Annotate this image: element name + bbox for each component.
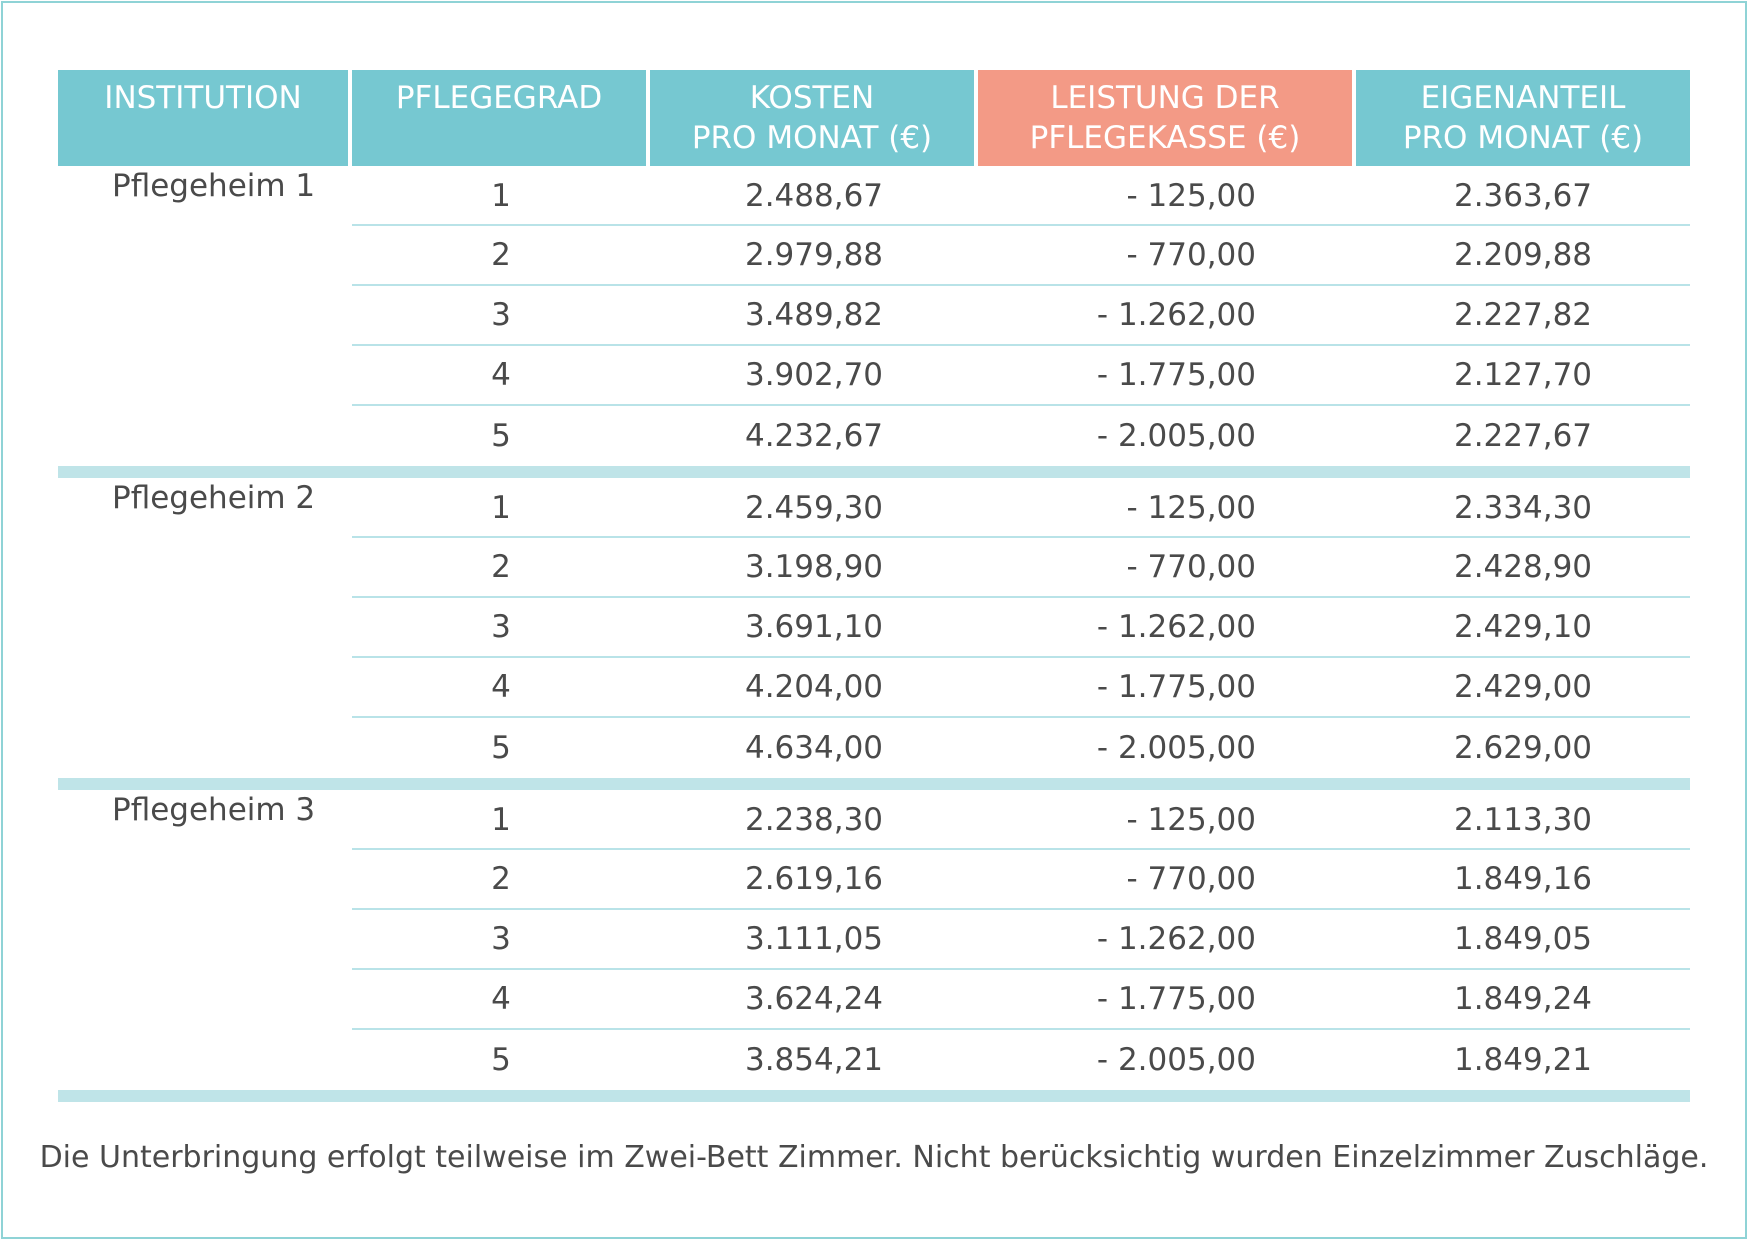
table-body — [58, 166, 1690, 1102]
header-pflegegrad: PFLEGEGRAD — [352, 70, 650, 166]
pflegegrad-cell: 4 — [352, 346, 650, 406]
eigenanteil-cell: 1.849,21 — [1453, 1042, 1593, 1078]
leistung-cell: - 125,00 — [978, 166, 1356, 226]
pflegegrad-cell: 5 — [491, 418, 511, 454]
pflegegrad-cell: 5 — [491, 730, 511, 766]
pflegegrad-cell: 1 — [352, 166, 650, 226]
table-row — [58, 790, 1690, 850]
leistung-cell: - 770,00 — [978, 850, 1356, 910]
leistung-cell: - 1.775,00 — [978, 658, 1356, 718]
pflegegrad-cell: 5 — [491, 1042, 511, 1078]
eigenanteil-cell: 2.334,30 — [1356, 478, 1690, 538]
kosten-cell: 2.238,30 — [650, 790, 978, 850]
kosten-cell: 4.232,67 — [744, 418, 884, 454]
leistung-cell: - 1.262,00 — [978, 286, 1356, 346]
eigenanteil-cell: 1.849,05 — [1356, 910, 1690, 970]
pflegegrad-cell: 3 — [352, 598, 650, 658]
pflegegrad-cell: 1 — [352, 790, 650, 850]
table-header — [58, 70, 1690, 166]
pflegegrad-cell: 3 — [352, 286, 650, 346]
kosten-cell: 3.691,10 — [650, 598, 978, 658]
eigenanteil-cell: 1.849,24 — [1356, 970, 1690, 1030]
kosten-cell: 3.624,24 — [650, 970, 978, 1030]
kosten-cell: 4.634,00 — [744, 730, 884, 766]
leistung-cell: - 125,00 — [978, 478, 1356, 538]
kosten-cell: 3.489,82 — [650, 286, 978, 346]
kosten-cell: 3.111,05 — [650, 910, 978, 970]
kosten-cell: 3.902,70 — [650, 346, 978, 406]
leistung-cell: - 1.262,00 — [978, 598, 1356, 658]
leistung-cell: - 1.775,00 — [978, 970, 1356, 1030]
pflegegrad-cell: 4 — [352, 970, 650, 1030]
eigenanteil-cell: 2.127,70 — [1356, 346, 1690, 406]
leistung-cell: - 1.262,00 — [978, 910, 1356, 970]
eigenanteil-cell: 2.629,00 — [1453, 730, 1593, 766]
leistung-cell: - 770,00 — [978, 538, 1356, 598]
pflegegrad-cell: 1 — [352, 478, 650, 538]
kosten-cell: 2.619,16 — [650, 850, 978, 910]
pflegegrad-cell: 2 — [352, 538, 650, 598]
leistung-cell: - 2.005,00 — [1096, 730, 1256, 766]
pflegegrad-cell: 3 — [352, 910, 650, 970]
institution-name: Pflegeheim 2 — [112, 480, 316, 516]
kosten-cell: 2.488,67 — [650, 166, 978, 226]
pflegegrad-cell: 4 — [352, 658, 650, 718]
group-separator-bar — [58, 778, 1690, 790]
eigenanteil-cell: 2.429,10 — [1356, 598, 1690, 658]
cost-table — [58, 70, 1690, 1102]
kosten-cell: 3.854,21 — [744, 1042, 884, 1078]
eigenanteil-cell: 2.227,82 — [1356, 286, 1690, 346]
eigenanteil-cell: 1.849,16 — [1356, 850, 1690, 910]
group-separator-bar — [58, 1090, 1690, 1102]
kosten-cell: 2.979,88 — [650, 226, 978, 286]
eigenanteil-cell: 2.428,90 — [1356, 538, 1690, 598]
group-separator — [58, 778, 1690, 790]
header-leistung: LEISTUNG DER PFLEGEKASSE (€) — [978, 70, 1356, 166]
eigenanteil-cell: 2.113,30 — [1356, 790, 1690, 850]
leistung-cell: - 770,00 — [978, 226, 1356, 286]
group-separator-bar — [58, 466, 1690, 478]
eigenanteil-cell: 2.429,00 — [1356, 658, 1690, 718]
eigenanteil-cell: 2.209,88 — [1356, 226, 1690, 286]
pflegegrad-cell: 2 — [352, 226, 650, 286]
table-row — [58, 166, 1690, 226]
institution-name: Pflegeheim 3 — [112, 792, 316, 828]
header-kosten: KOSTEN PRO MONAT (€) — [650, 70, 978, 166]
header-institution: INSTITUTION — [58, 70, 352, 166]
header-eigenanteil: EIGENANTEIL PRO MONAT (€) — [1356, 70, 1690, 166]
pflegegrad-cell: 2 — [352, 850, 650, 910]
footnote: Die Unterbringung erfolgt teilweise im Zwei-Bett Zimmer. Nicht berücksichtig wurden Einzelzimmer Zuschläge. — [39, 1140, 1709, 1175]
kosten-cell: 4.204,00 — [650, 658, 978, 718]
leistung-cell: - 2.005,00 — [1096, 1042, 1256, 1078]
group-separator — [58, 466, 1690, 478]
kosten-cell: 3.198,90 — [650, 538, 978, 598]
leistung-cell: - 1.775,00 — [978, 346, 1356, 406]
institution-name: Pflegeheim 1 — [112, 168, 316, 204]
kosten-cell: 2.459,30 — [650, 478, 978, 538]
eigenanteil-cell: 2.227,67 — [1453, 418, 1593, 454]
leistung-cell: - 2.005,00 — [1096, 418, 1256, 454]
table-row — [58, 478, 1690, 538]
group-separator — [58, 1090, 1690, 1102]
leistung-cell: - 125,00 — [978, 790, 1356, 850]
eigenanteil-cell: 2.363,67 — [1356, 166, 1690, 226]
